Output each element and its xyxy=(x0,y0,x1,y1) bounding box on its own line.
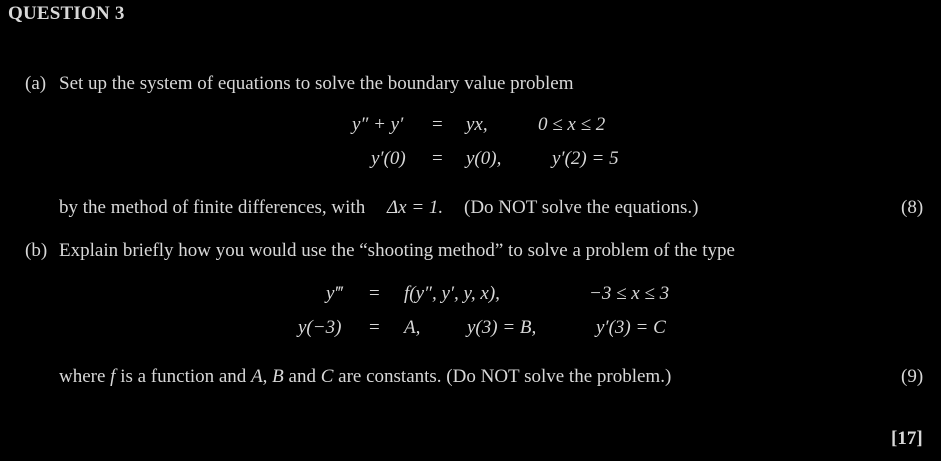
where-symbol-a: A xyxy=(251,366,263,387)
part-b-eq2-condition-c: y′(3) = C xyxy=(596,317,666,338)
part-b-label: (b) xyxy=(25,240,48,261)
part-b-eq2-rel: = xyxy=(369,317,380,338)
part-b-eq1-domain: −3 ≤ x ≤ 3 xyxy=(589,283,670,304)
where-text-mid: is a function and xyxy=(120,366,247,387)
part-b-where-line xyxy=(59,366,671,388)
question-heading: QUESTION 3 xyxy=(8,3,125,24)
where-text-and: and xyxy=(288,366,316,387)
part-a-eq2-lhs: y′(0) xyxy=(371,148,406,169)
part-b-marks: (9) xyxy=(901,366,924,387)
part-a-eq2-rel: = xyxy=(432,148,443,169)
part-a-eq1-domain: 0 ≤ x ≤ 2 xyxy=(538,114,606,135)
part-a-intro: Set up the system of equations to solve the boundary value problem xyxy=(59,73,574,94)
part-a-delta: Δx = 1. xyxy=(387,197,444,218)
part-b-intro: Explain briefly how you would use the “shooting method” to solve a problem of the type xyxy=(59,240,735,261)
part-b-eq2-rhs: A, xyxy=(404,317,421,338)
where-symbol-f: f xyxy=(110,366,116,387)
part-a-eq2-rhs: y(0), xyxy=(466,148,502,169)
part-a-text-pre: by the method of finite differences, with xyxy=(59,197,366,218)
where-symbol-c: C xyxy=(320,366,334,387)
part-a-eq2-condition: y′(2) = 5 xyxy=(552,148,619,169)
part-b-eq2-lhs: y(−3) xyxy=(298,317,342,338)
part-b-eq1-rhs: f(y″, y′, y, x), xyxy=(404,283,500,304)
part-b-eq1-rel: = xyxy=(369,283,380,304)
part-a-text-post: (Do NOT solve the equations.) xyxy=(464,197,699,218)
part-a-eq1-lhs: y″ + y′ xyxy=(352,114,404,135)
part-b-eq2-condition-b: y(3) = B, xyxy=(467,317,537,338)
where-text-pre: where xyxy=(59,366,106,387)
where-symbol-b: B xyxy=(272,366,284,387)
part-a-label: (a) xyxy=(25,73,47,94)
part-b-eq1-lhs: y‴ xyxy=(326,283,343,304)
part-a-marks: (8) xyxy=(901,197,924,218)
part-a-eq1-rhs: yx, xyxy=(466,114,488,135)
total-marks: [17] xyxy=(891,428,923,449)
part-a-eq1-rel: = xyxy=(432,114,443,135)
where-comma: , xyxy=(262,366,268,387)
where-text-post: are constants. (Do NOT solve the problem.) xyxy=(338,366,672,387)
